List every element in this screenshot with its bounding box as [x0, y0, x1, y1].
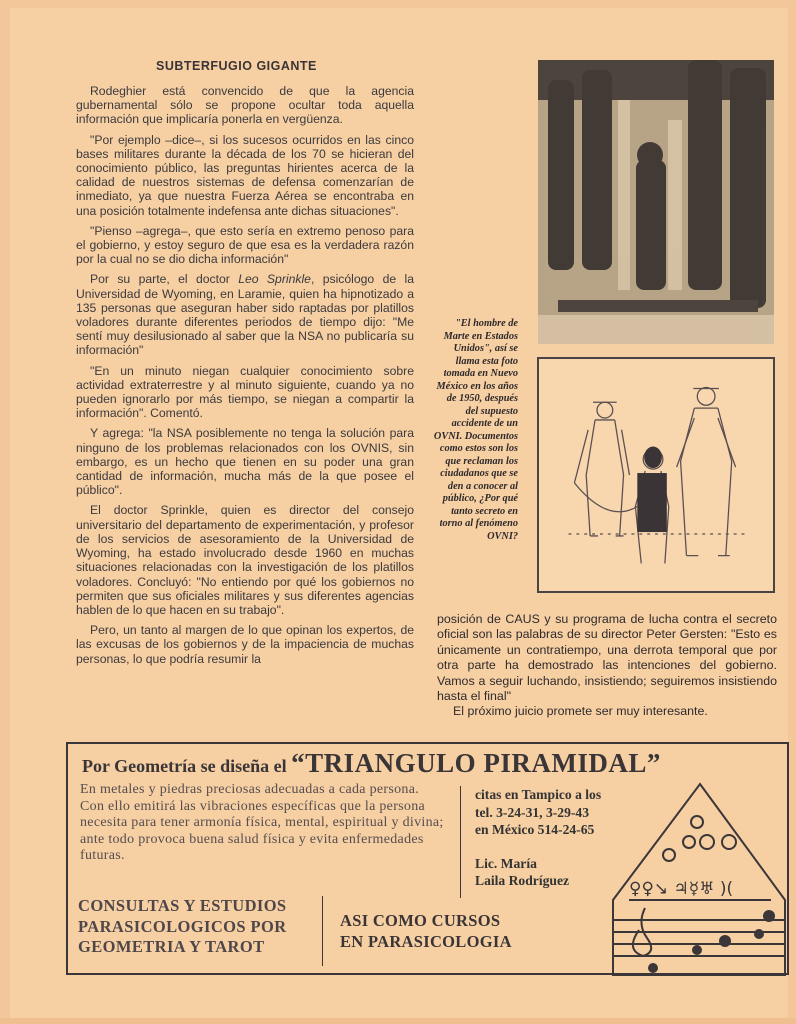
- photo-caption: "El hombre de Marte en Estados Unidos", así se llama esta foto tomada en Nuevo México en los años de 1950, después del supuesto accidente de un OVNI. Documentos como estos son los que reclaman los ciudadanos que se den a conocer al público, ¿Por qué tanto secreto en torno al fenómeno OVNI?: [433, 318, 518, 542]
- ad-description-line: En metales y piedras preciosas adecuadas a cada persona.: [80, 782, 420, 797]
- ad-courses: [340, 911, 570, 952]
- ad-description: [80, 782, 450, 865]
- ad-services: [78, 896, 323, 966]
- ad-courses-line: EN PARASICOLOGIA: [340, 931, 512, 951]
- ad-services-line: GEOMETRIA Y TAROT: [78, 937, 265, 956]
- sprinkle-intro: Por su parte, el doctor: [90, 272, 239, 287]
- article-right-column: [437, 612, 777, 720]
- ad-courses-line: ASI COMO CURSOS: [340, 911, 501, 930]
- illustration-alien-with-soldiers: [537, 357, 775, 593]
- article-paragraph: "Por ejemplo –dice–, si los sucesos ocurridos en las cinco bases militares durante la década de los 70 se hicieran del conocimiento público, las preguntas hirientes acerca de la calidad de nuestros sistemas de defensa comenzarían de inmediato, ya que nuestra Fuerza Aérea se encontraba en una posición totalmente indefensa ante dichas situaciones".: [76, 132, 414, 218]
- pyramid-music-icon: [609, 780, 791, 977]
- article-paragraph: Pero, un tanto al margen de lo que opinan los expertos, de las excusas de los gobiernos y de la impaciencia de muchas personas, lo que podría resumir la: [76, 623, 414, 666]
- article-heading: SUBTERFUGIO GIGANTE: [156, 59, 317, 73]
- article-paragraph: "Pienso –agrega–, que esto sería en extremo penoso para el gobierno, y estoy seguro de que esa es la verdadera razón por la cual no se dio dicha información": [76, 223, 414, 267]
- article-paragraph-caus: posición de CAUS y su programa de lucha contra el secreto oficial son las palabras de su director Peter Gersten: "Esto es únicamente un contratiempo, una derrota temporal que por otra parte ha demostrado las intenciones del gobierno. Vamos a seguir luchando, insistiendo; seguiremos insistiendo hasta el final": [437, 612, 777, 704]
- ad-contact-line: en México 514-24-65: [475, 822, 595, 837]
- ad-services-line: PARASICOLOGICOS POR: [78, 916, 287, 936]
- ad-contact-name: Lic. María: [475, 855, 537, 871]
- article-paragraph: "En un minuto niegan cualquier conocimiento sobre actividad extraterrestre y al minuto siguiente, cuando ya no pueden ignorarlo por más tiempo, se niegan a compartir la información". Comentó.: [76, 363, 414, 421]
- article-paragraph-sprinkle: [76, 272, 414, 357]
- ad-contact-line: citas en Tampico a los: [475, 787, 602, 802]
- article-paragraph: El doctor Sprinkle, quien es director del consejo universitario del departamento de experimentación, y profesor de los servicios de asesoramiento de la Universidad de Wyoming, ha estado involucrado desde 1960 en muchas situaciones relacionadas con la investigación de los platillos voladores. Concluyó: "No entiendo por qué los gobiernos no permiten que sus oficiales militares y sus diferentes agencias hablen de lo que hacen en su trabajo".: [76, 503, 414, 617]
- sprinkle-rest: , psicólogo de la Universidad de Wyoming, en Laramie, quien ha hipnotizado a 135 personas que aseguran haber sido raptadas por platillos voladores durante diferentes periodos de tiempo dijo: "Me sentí muy desilusionado al saber que la NSA no publicaría su información": [76, 272, 414, 358]
- ad-title: [82, 748, 661, 779]
- ad-title-main: “TRIANGULO PIRAMIDAL”: [291, 748, 661, 778]
- photo-soldiers-image: [538, 60, 774, 344]
- advertisement-box: [66, 742, 789, 975]
- pyramid-symbols: ♀♀↘ ♃☿♅ )(: [629, 879, 734, 899]
- article-paragraph: Y agrega: "la NSA posiblemente no tenga la solución para ninguno de los problemas relacionados con los OVNIS, sin embargo, es un hecho que tienen en su poder una gran cantidad de información, mucha más de la que posee el público".: [76, 426, 414, 498]
- ad-services-line: CONSULTAS Y ESTUDIOS: [78, 896, 287, 915]
- article-paragraph: Rodeghier está convencido de que la agencia gubernamental sólo se propone ocultar toda aquella información que implicaría ponerla en vergüenza.: [76, 84, 414, 127]
- article-closing: El próximo juicio promete ser muy interesante.: [453, 704, 708, 719]
- ad-contact-name: Laila Rodríguez: [475, 873, 570, 888]
- page-edge: [0, 1018, 796, 1024]
- ad-contact-line: tel. 3-24-31, 3-29-43: [475, 804, 590, 820]
- article-left-column: [76, 84, 414, 672]
- ad-description-line: Con ello emitirá las vibraciones específicas que la persona necesita para tener armonía física, mental, espiritual y divina; ante todo provoca buena salud física y evita enfermedades futuras.: [80, 798, 444, 864]
- sprinkle-name: Leo Sprinkle: [238, 272, 311, 287]
- ad-title-lead: Por Geometría se diseña el: [82, 756, 292, 776]
